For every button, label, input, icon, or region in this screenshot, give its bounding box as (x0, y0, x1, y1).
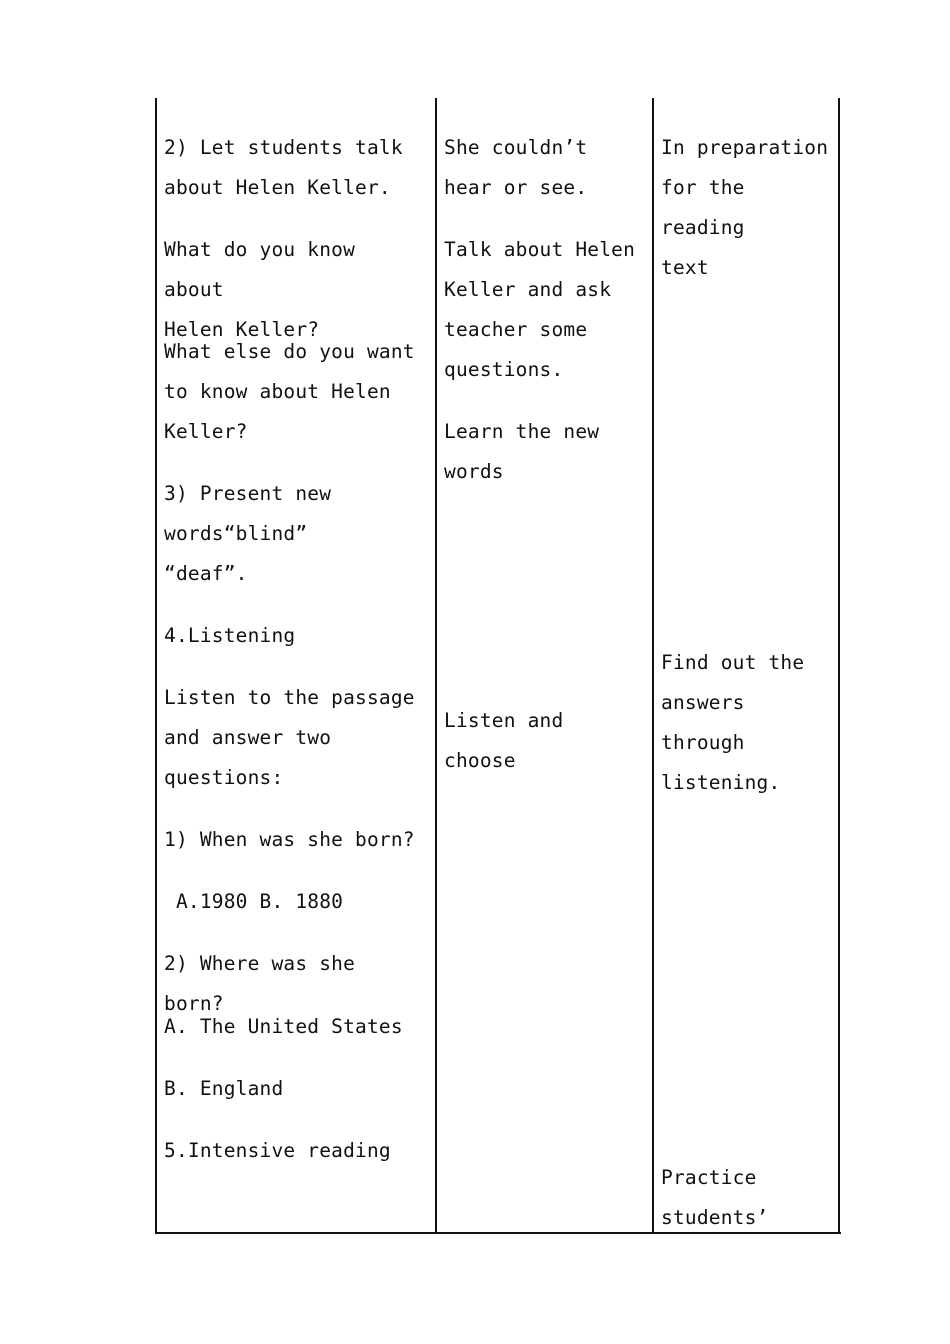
student-answer-text: She couldn’t hear or see. (444, 136, 588, 199)
listening-task-text: Listen to the passage and answer two questions: (164, 686, 415, 789)
practice-purpose-text: Practice students’ (661, 1166, 769, 1229)
table-divider-2 (652, 98, 654, 1234)
learn-words-text: Learn the new words (444, 420, 600, 483)
question-want-text: What else do you want to know about Helen Keller? (164, 340, 415, 443)
question-know-text: What do you know about Helen Keller? (164, 238, 356, 341)
find-answers-purpose-text: Find out the answers through listening. (661, 651, 805, 794)
talk-activity-text: Talk about Helen Keller and ask teacher some questions. (444, 238, 636, 381)
listening-heading: 4.Listening (164, 624, 296, 647)
table-divider-1 (435, 98, 437, 1234)
option-a-text: A. The United States (164, 1015, 403, 1038)
question-1-text: 1) When was she born? (164, 828, 415, 851)
listen-choose-text: Listen and choose (444, 709, 576, 772)
table-border-left (155, 98, 157, 1234)
table-border-right (838, 98, 840, 1234)
preparation-purpose-text: In preparation for the reading text (661, 136, 829, 279)
option-b-text: B. England (164, 1077, 284, 1100)
intensive-reading-heading: 5.Intensive reading (164, 1139, 391, 1162)
question-1-options: A.1980 B. 1880 (164, 890, 344, 913)
talk-step-text: 2) Let students talk about Helen Keller. (164, 136, 403, 199)
present-words-text: 3) Present new words“blind” “deaf”. (164, 482, 332, 585)
question-2-text: 2) Where was she born? (164, 952, 367, 1015)
